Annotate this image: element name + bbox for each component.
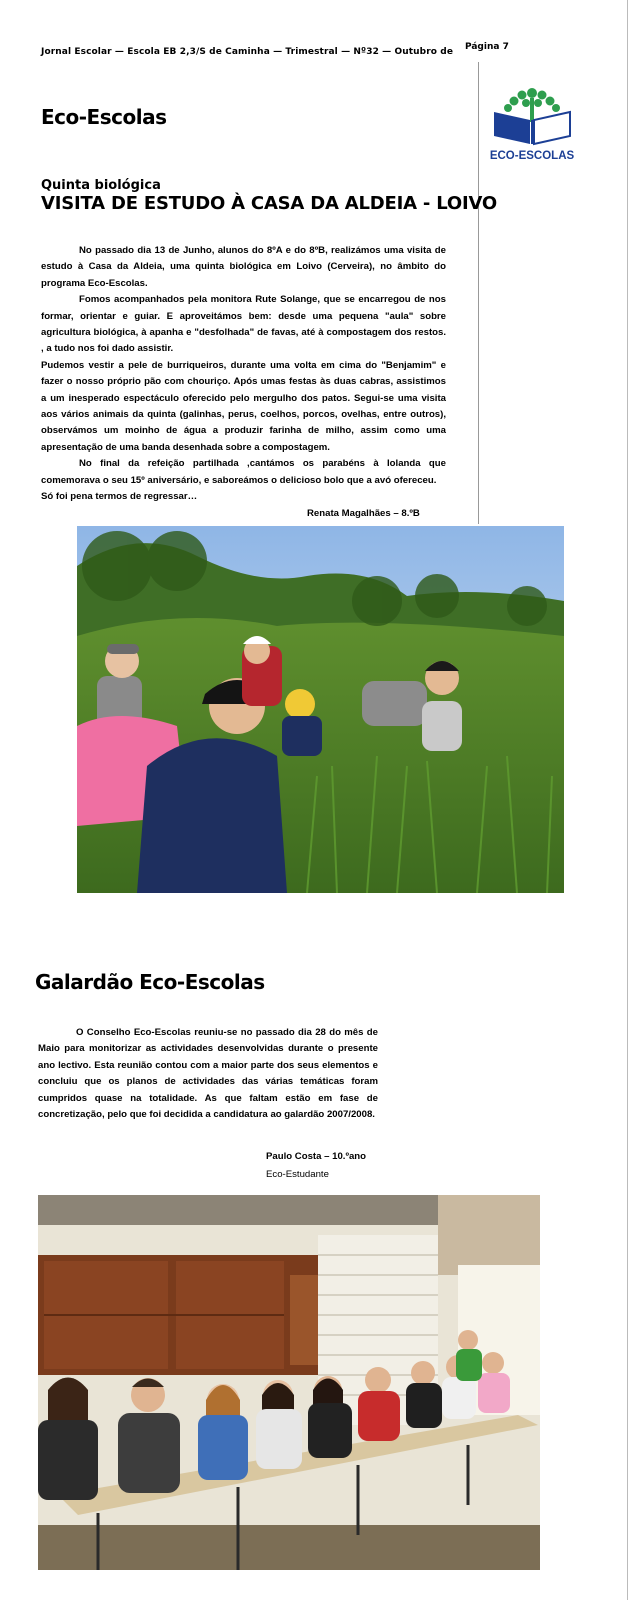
article-paragraph: No passado dia 13 de Junho, alunos do 8ºA e do 8ºB, realizámos uma visita de estudo à Casa da Aldeia, uma quinta biológica em Loivo (Cerveira), no âmbito do programa Eco-Escolas. [41,245,446,289]
section-title-eco-escolas: Eco-Escolas [41,105,167,129]
article-signature-galardao: Paulo Costa – 10.ºano [266,1151,367,1162]
farm-visit-photo-image [77,526,564,893]
article-paragraph: Pudemos vestir a pele de burriqueiros, durante uma volta em cima do "Benjamim" e fazer o nosso próprio pão com chouriço. Após umas festas às duas cabras, assistimos a um inesperado espectáculo oferecido pelo mergulho dos patos. Segui-se uma visita aos vários animais da quinta (galinhas, perus, coelhos, porcos, ovelhas, entre outros), observámos um moinho de água a produzir farinha de milho, assim como uma apresentação de uma banda desenhada sobre a compostagem. [41,359,446,453]
classroom-meeting-photo-image [38,1195,540,1570]
signature-role: Eco-Estudante [266,1169,329,1180]
article-kicker: Quinta biológica [41,178,161,193]
farm-visit-photo [77,526,564,893]
eco-escolas-logo [486,84,578,164]
article-paragraph: Fomos acompanhados pela monitora Rute Solange, que se encarregou de nos formar, orientar e guiar. E aproveitámos bem: desde uma pequena "aula" sobre agricultura biológica, à apanha e "desfolhada" de favas, até à compostagem dos restos. , a tudo nos foi dado assistir. [41,294,446,355]
page-border [627,0,628,1600]
article-body [41,243,446,506]
publication-header: Jornal Escolar — Escola EB 2,3/S de Caminha — Trimestral — Nº32 — Outubro de [41,47,454,57]
article-signature: Renata Magalhães – 8.ºB [307,508,420,519]
column-divider [478,62,479,524]
article-body-galardao [38,1025,378,1123]
section-title-galardao: Galardão Eco-Escolas [35,970,265,994]
article-headline: VISITA DE ESTUDO À CASA DA ALDEIA - LOIVO [41,193,497,214]
classroom-meeting-photo [38,1195,540,1570]
article-paragraph: O Conselho Eco-Escolas reuniu-se no passado dia 28 do mês de Maio para monitorizar as actividades desenvolvidas durante o presente ano lectivo. Esta reunião contou com a maior parte dos seus elementos e concluiu que os planos de actividades das várias temáticas foram cumpridos quase na totalidade. As que faltam estão em fase de concretização, pelo que foi decidida a candidatura ao galardão 2007/2008. [38,1027,378,1121]
article-paragraph: No final da refeição partilhada ,cantámos os parabéns à Iolanda que comemorava o seu 15º aniversário, e saboreámos o delicioso bolo que a avó ofereceu. [41,458,446,486]
eco-escolas-logo-icon [486,84,578,164]
article-paragraph: Só foi pena termos de regressar… [41,491,198,503]
page-number: Página 7 [465,42,509,52]
logo-text: ECO-ESCOLAS [489,150,575,162]
